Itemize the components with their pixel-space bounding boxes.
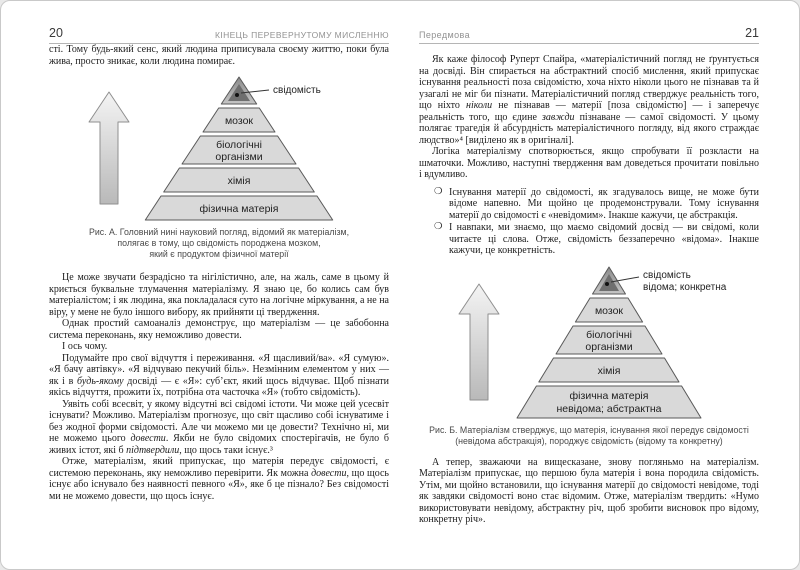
paragraph: сті. Тому будь-який сенс, який людина приписувала своєму життю, поки була жива, просто зникає, коли людина помирає. [49,44,389,67]
label-brain: мозок [224,115,254,127]
paragraph: Подумайте про свої відчуття і переживання. «Я щасливий/ва». «Я сумую». «Я бачу автівку». «Я відчуваю пекучий біль». Незмінним елементом у них — як і в будь-якому досвіді — є «Я»: суб’єкт, який щось відчуває. Щоб пізнати якісь відчуття, прожити їх, потрібна ота часточка «Я» (тобто свідомість). [49,352,389,398]
circle-bullet-icon: ❍ [434,186,443,197]
paragraph: Це може звучати безрадісно та нігілістично, але, на жаль, саме в цьому й криється буквальне тлумачення матеріалізму. Я знаю це, бо колись сам був матеріалістом; і як людина, яка покладалася суто на логічне міркування, а не на віру, у мене не було іншого вибору, як прийняти ці твердження. [49,272,389,318]
pyramid-diagram-b [439,264,739,422]
up-arrow-icon [89,92,129,204]
figure-a [49,74,389,260]
figure-a-caption: Рис. А. Головний нині науковий погляд, відомий як матеріалізм, полягає в тому, що свідомість породжена мозком, який є продуктом фізичної матерії [88,227,350,259]
running-title: Передмова [419,30,471,40]
label-consciousness: свідомість [273,85,321,96]
paragraph: І ось чому. [62,341,108,352]
running-title: КІНЕЦЬ ПЕРЕВЕРНУТОМУ МИСЛЕННЮ [214,30,389,40]
paragraph: Логіка матеріалізму спотворюється, якщо спробувати її розкласти на шматочки. Можливо, наступні твердження вам доведеться прочитати повільно і вдумливо. [419,146,759,180]
list-item-text: Існування матерії до свідомості, як згадувалось вище, не може бути відоме напевно. Ми щойно це продемонстрували. Тому існування матерії до свідомості є «невідомим». Інакше кажучи, це абстракція. [449,186,759,221]
figure-b-caption: Рис. Б. Матеріалізм стверджує, що матерія, існування якої передує свідомості (невідома абстракція), породжує свідомість (відому та конкретну) [429,424,749,446]
label-bio-1: біологічні [216,139,262,151]
leader-dot [605,282,609,286]
paragraph: А тепер, зважаючи на вищесказане, знову погляньмо на матеріалізм. Матеріалізм припускає, що першою була матерія і вона породила свідомість. Утім, ми щойно встановили, що існування матерії до свідомості невідоме, тоді як завдяки свідомості воно стає відомим. Отже, матеріалізм твердить: «Нумо використовувати невідому, абстрактну річ, щоб зробити висновок про відому, конкретну річ». [419,456,759,525]
bullet-list [419,187,759,257]
label-consciousness-1: свідомість [643,269,691,281]
label-brain: мозок [594,304,624,317]
page-left [49,1,389,502]
label-chemistry: хімія [597,364,621,377]
label-bio-2: організми [585,340,633,353]
page-number: 20 [49,26,63,40]
figure-b [419,264,759,447]
leader-dot [235,93,239,97]
paragraph: Отже, матеріалізм, який припускає, що матерія передує свідомості, є системою переконань, яку неможливо перевірити. Як можна довести, що щось існує або існувало без наявності певного «Я», яке б це пізнало? Без свідомості ми не можемо довести, що щось існує. [49,456,389,502]
running-header-left [49,26,389,44]
list-item [434,187,759,222]
label-consciousness-2: відома; конкретна [643,281,727,293]
running-header-right [419,26,759,44]
pyramid-diagram-a [69,74,369,224]
circle-bullet-icon: ❍ [434,222,443,232]
label-bio-2: організми [215,151,263,163]
paragraph: Однак простий самоаналіз демонструє, що матеріалізм — це забобонна система переконань, яку неможливо довести. [49,318,389,341]
page-right [419,1,759,526]
label-matter: фізична матерія [199,203,279,215]
label-matter-1: фізична матерія [569,389,649,402]
label-bio-1: біологічні [586,328,632,341]
page-number: 21 [745,26,759,40]
paragraph: Уявіть собі всесвіт, у якому відсутні всі свідомі істоти. Чи може цей усесвіт існувати? Можливо. Матеріалізм прогнозує, що світ щасливо собі існуватиме і без жодної форми свідомості. Але чи можемо ми це довести? Технічно ні, ми не можемо цього довести. Якби не було свідомих спостерігачів, не було б живих істот, які б підтвердили, що щось таки існує.³ [49,398,389,456]
up-arrow-icon [459,284,499,400]
list-item [434,222,759,257]
list-item-text: І навпаки, ми знаємо, що маємо свідомий досвід — ви свідомі, коли читаєте ці слова. Отже, свідомість беззаперечно «відома». Інакше кажучи, це конкретність. [449,222,759,256]
paragraph: Як каже філософ Руперт Спайра, «матеріалістичний погляд не ґрунтується на досвіді. Він спирається на абстрактний спосіб мислення, який припускає існування реальності поза свідомістю, хоча ніхто ніколи цього не пізнавав та й узагалі не міг би пізнати. Матеріалістичний погляд стверджує реальність того, що ніхто ніколи не пізнавав — матерії [поза свідомістю] — і заперечує реальність того, що єдине завжди пізнаване — самої свідомості. У цьому полягає трагедія й абсурдність матеріалістичного погляду, від якого страждає людство»⁴ [виділено як в оригіналі]. [419,54,759,146]
label-matter-2: невідома; абстрактна [556,402,662,415]
label-chemistry: хімія [227,175,251,187]
